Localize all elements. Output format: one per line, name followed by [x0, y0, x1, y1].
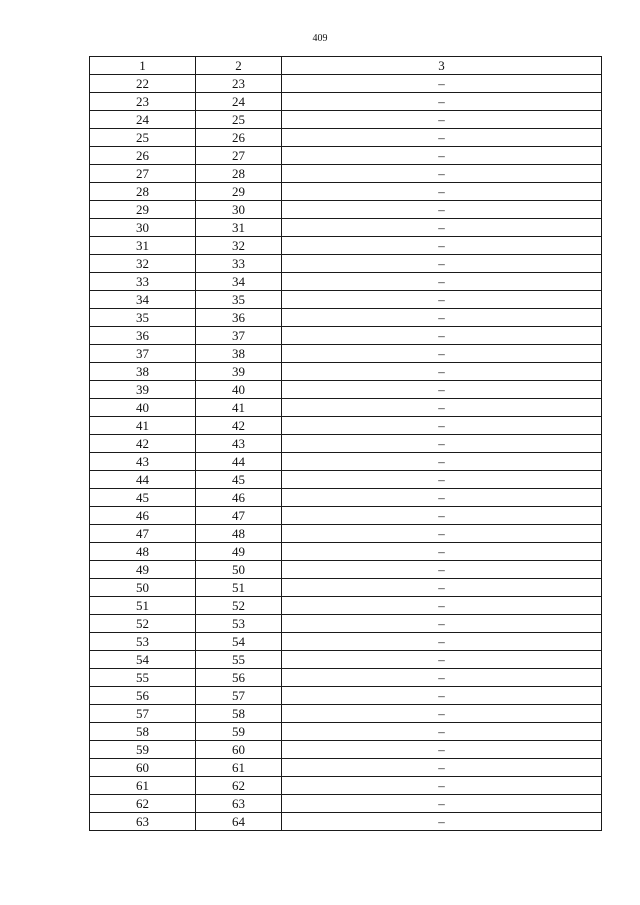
table-cell: 63	[90, 813, 196, 831]
table-cell: –	[282, 777, 602, 795]
table-cell: –	[282, 381, 602, 399]
table-cell: 28	[196, 165, 282, 183]
page-number: 409	[312, 33, 328, 44]
table-cell: 38	[90, 363, 196, 381]
table-cell: 51	[90, 597, 196, 615]
table-cell: –	[282, 579, 602, 597]
table-cell: –	[282, 219, 602, 237]
table-cell: 37	[196, 327, 282, 345]
table-cell: 38	[196, 345, 282, 363]
table-cell: –	[282, 291, 602, 309]
table-cell: 56	[196, 669, 282, 687]
table-cell: –	[282, 111, 602, 129]
table-cell: 51	[196, 579, 282, 597]
table-cell: –	[282, 417, 602, 435]
table-cell: 32	[196, 237, 282, 255]
table-row	[90, 165, 602, 183]
table-row	[90, 471, 602, 489]
table-cell: 47	[196, 507, 282, 525]
table-cell: 42	[196, 417, 282, 435]
table-cell: 55	[196, 651, 282, 669]
table-cell: 30	[90, 219, 196, 237]
table-cell: –	[282, 255, 602, 273]
table-cell: –	[282, 363, 602, 381]
table-cell: –	[282, 471, 602, 489]
table-cell: 58	[90, 723, 196, 741]
table-cell: –	[282, 435, 602, 453]
table-cell: 45	[196, 471, 282, 489]
table-cell: 54	[196, 633, 282, 651]
table-row	[90, 543, 602, 561]
table-cell: 40	[90, 399, 196, 417]
table-cell: –	[282, 525, 602, 543]
table-row	[90, 75, 602, 93]
table-row	[90, 309, 602, 327]
table-cell: 39	[196, 363, 282, 381]
table-row	[90, 237, 602, 255]
table-cell: –	[282, 165, 602, 183]
table-cell: 46	[90, 507, 196, 525]
table-cell: 41	[90, 417, 196, 435]
table-row	[90, 795, 602, 813]
table-cell: 30	[196, 201, 282, 219]
table-row	[90, 381, 602, 399]
table-row	[90, 777, 602, 795]
table-row	[90, 93, 602, 111]
table-cell: 42	[90, 435, 196, 453]
table-cell: 26	[90, 147, 196, 165]
table-cell: 33	[196, 255, 282, 273]
table-cell: 22	[90, 75, 196, 93]
data-table	[89, 56, 602, 831]
table-row	[90, 723, 602, 741]
table-cell: 57	[90, 705, 196, 723]
table-row	[90, 201, 602, 219]
table-cell: –	[282, 687, 602, 705]
table-row	[90, 219, 602, 237]
table-cell: 57	[196, 687, 282, 705]
table-row	[90, 615, 602, 633]
table-cell: 64	[196, 813, 282, 831]
table-cell: –	[282, 813, 602, 831]
table-cell: –	[282, 597, 602, 615]
table-cell: –	[282, 399, 602, 417]
table-cell: 36	[90, 327, 196, 345]
table-cell: –	[282, 507, 602, 525]
table-row	[90, 111, 602, 129]
table-row	[90, 327, 602, 345]
table-cell: 50	[196, 561, 282, 579]
table-cell: –	[282, 543, 602, 561]
table-cell: –	[282, 669, 602, 687]
table-cell: 59	[90, 741, 196, 759]
table-cell: 45	[90, 489, 196, 507]
table-cell: 23	[90, 93, 196, 111]
table-cell: –	[282, 183, 602, 201]
table-cell: –	[282, 705, 602, 723]
table-row	[90, 597, 602, 615]
table-cell: –	[282, 327, 602, 345]
table-row	[90, 561, 602, 579]
table-cell: 39	[90, 381, 196, 399]
table-row	[90, 291, 602, 309]
table-cell: 32	[90, 255, 196, 273]
table-cell: –	[282, 237, 602, 255]
table-row	[90, 147, 602, 165]
table-row	[90, 651, 602, 669]
table-cell: 55	[90, 669, 196, 687]
table-cell: 44	[90, 471, 196, 489]
table-cell: –	[282, 273, 602, 291]
table-cell: 61	[90, 777, 196, 795]
table-row	[90, 417, 602, 435]
table-row	[90, 435, 602, 453]
table-cell: 31	[196, 219, 282, 237]
table-cell: 60	[196, 741, 282, 759]
table-cell: 43	[90, 453, 196, 471]
table-header-row	[90, 57, 602, 75]
column-header: 1	[90, 57, 196, 75]
table-row	[90, 813, 602, 831]
table-row	[90, 489, 602, 507]
column-header: 3	[282, 57, 602, 75]
table-cell: –	[282, 345, 602, 363]
table-row	[90, 633, 602, 651]
table-cell: –	[282, 741, 602, 759]
table-cell: –	[282, 75, 602, 93]
table-cell: 24	[90, 111, 196, 129]
table-cell: –	[282, 453, 602, 471]
table-cell: 40	[196, 381, 282, 399]
table-cell: 35	[196, 291, 282, 309]
table-cell: 29	[196, 183, 282, 201]
table-cell: 47	[90, 525, 196, 543]
table-cell: 59	[196, 723, 282, 741]
table-row	[90, 687, 602, 705]
table-row	[90, 741, 602, 759]
table-cell: –	[282, 147, 602, 165]
table-cell: –	[282, 129, 602, 147]
table-cell: 52	[90, 615, 196, 633]
table-cell: 62	[90, 795, 196, 813]
table-cell: 60	[90, 759, 196, 777]
table-cell: 29	[90, 201, 196, 219]
table-cell: 31	[90, 237, 196, 255]
table-row	[90, 525, 602, 543]
table-row	[90, 129, 602, 147]
table-row	[90, 183, 602, 201]
table-cell: 24	[196, 93, 282, 111]
table-cell: 44	[196, 453, 282, 471]
table-row	[90, 363, 602, 381]
table-cell: 23	[196, 75, 282, 93]
table-cell: 27	[196, 147, 282, 165]
table-row	[90, 759, 602, 777]
table-cell: –	[282, 651, 602, 669]
table-cell: 49	[90, 561, 196, 579]
table-cell: 49	[196, 543, 282, 561]
column-header: 2	[196, 57, 282, 75]
table-cell: 61	[196, 759, 282, 777]
table-cell: 46	[196, 489, 282, 507]
table-cell: 63	[196, 795, 282, 813]
table-row	[90, 705, 602, 723]
table-row	[90, 453, 602, 471]
table-cell: 41	[196, 399, 282, 417]
table-cell: 50	[90, 579, 196, 597]
table-cell: –	[282, 723, 602, 741]
table-cell: 33	[90, 273, 196, 291]
table-cell: 34	[90, 291, 196, 309]
table-row	[90, 399, 602, 417]
table-row	[90, 273, 602, 291]
table-cell: –	[282, 561, 602, 579]
table-cell: 58	[196, 705, 282, 723]
table-cell: 25	[90, 129, 196, 147]
table-row	[90, 345, 602, 363]
table-cell: –	[282, 93, 602, 111]
table-cell: 52	[196, 597, 282, 615]
table-cell: 35	[90, 309, 196, 327]
table-cell: –	[282, 309, 602, 327]
table-cell: 62	[196, 777, 282, 795]
table-cell: 36	[196, 309, 282, 327]
table-cell: 26	[196, 129, 282, 147]
table-cell: 54	[90, 651, 196, 669]
table-cell: –	[282, 489, 602, 507]
table-cell: –	[282, 795, 602, 813]
table-cell: 28	[90, 183, 196, 201]
table-row	[90, 507, 602, 525]
table-cell: –	[282, 759, 602, 777]
table-row	[90, 255, 602, 273]
table-cell: 27	[90, 165, 196, 183]
table-cell: 37	[90, 345, 196, 363]
table-cell: 48	[90, 543, 196, 561]
table-cell: –	[282, 633, 602, 651]
table-cell: 34	[196, 273, 282, 291]
table-cell: –	[282, 615, 602, 633]
table-cell: 53	[196, 615, 282, 633]
table-row	[90, 669, 602, 687]
table-body	[90, 75, 602, 831]
table-cell: 53	[90, 633, 196, 651]
table-cell: 48	[196, 525, 282, 543]
table-cell: 25	[196, 111, 282, 129]
table-cell: 43	[196, 435, 282, 453]
table-cell: –	[282, 201, 602, 219]
table-row	[90, 579, 602, 597]
table-cell: 56	[90, 687, 196, 705]
